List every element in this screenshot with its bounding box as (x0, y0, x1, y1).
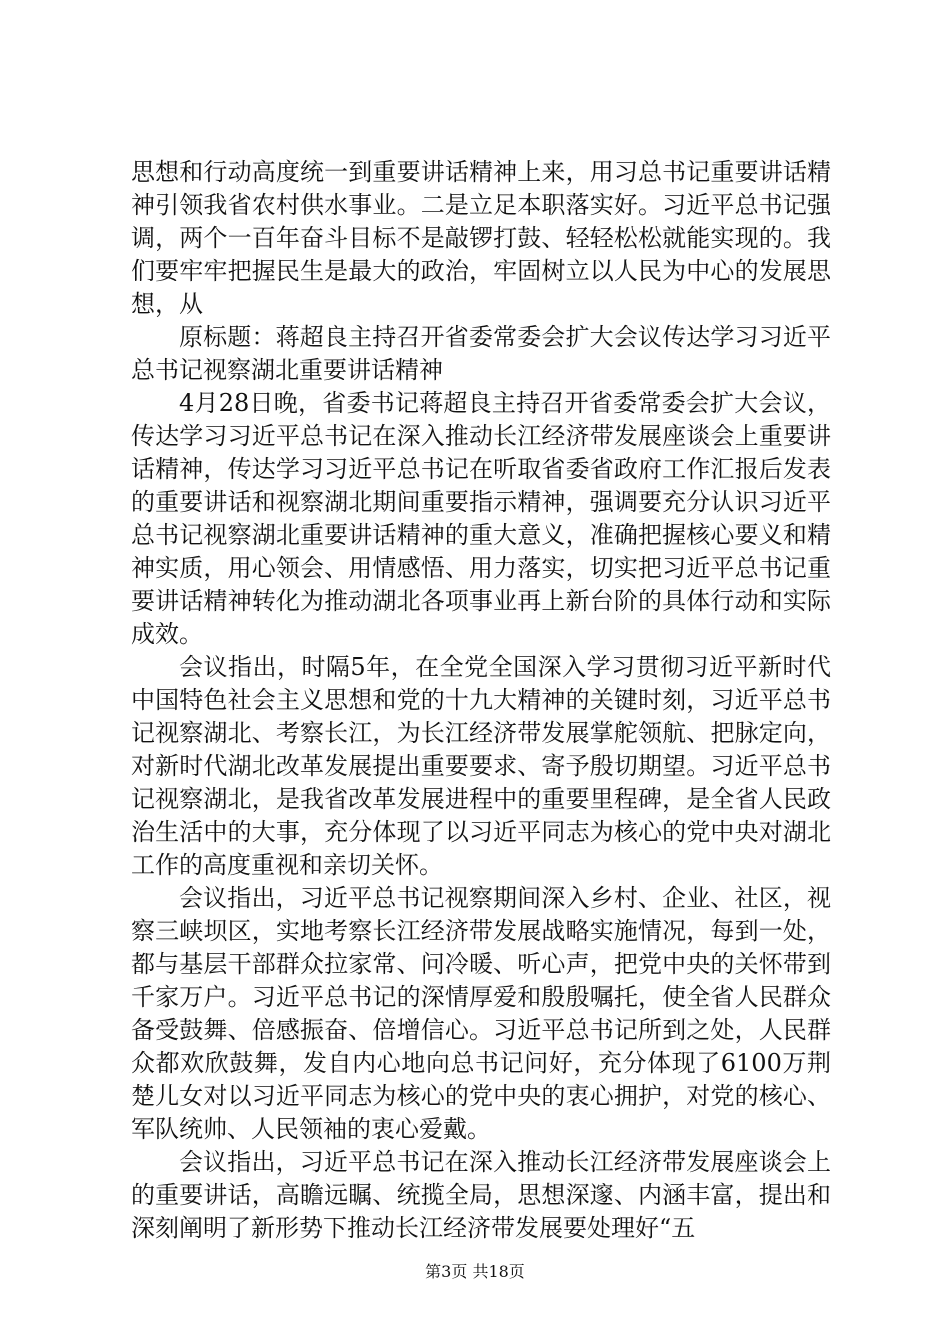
paragraph-meeting-point-2: 会议指出，习近平总书记视察期间深入乡村、企业、社区，视察三峡坝区，实地考察长江经济带发展战略实施情况，每到一处，都与基层干部群众拉家常、问冷暖、听心声，把党中央的关怀带到千家万户。习近平总书记的深情厚爱和殷殷嘱托，使全省人民群众备受鼓舞、倍感振奋、倍增信心。习近平总书记所到之处，人民群众都欢欣鼓舞，发自内心地向总书记问好，充分体现了6100万荆楚儿女对以习近平同志为核心的党中央的衷心拥护，对党的核心、军队统帅、人民领袖的衷心爱戴。 (131, 884, 831, 1143)
paragraph-meeting-point-1: 会议指出，时隔5年，在全党全国深入学习贯彻习近平新时代中国特色社会主义思想和党的十九大精神的关键时刻，习近平总书记视察湖北、考察长江，为长江经济带发展掌舵领航、把脉定向，对新时代湖北改革发展提出重要要求、寄予殷切期望。习近平总书记视察湖北，是我省改革发展进程中的重要里程碑，是全省人民政治生活中的大事，充分体现了以习近平同志为核心的党中央对湖北工作的高度重视和亲切关怀。 (131, 653, 831, 879)
paragraph-continuation: 思想和行动高度统一到重要讲话精神上来，用习总书记重要讲话精神引领我省农村供水事业。二是立足本职落实好。习近平总书记强调，两个一百年奋斗目标不是敲锣打鼓、轻轻松松就能实现的。我们要牢牢把握民生是最大的政治，牢固树立以人民为中心的发展思想，从 (131, 158, 831, 318)
page-number-footer: 第3页 共18页 (425, 1262, 525, 1281)
paragraph-original-title: 原标题：蒋超良主持召开省委常委会扩大会议传达学习习近平总书记视察湖北重要讲话精神 (131, 323, 831, 384)
paragraph-meeting-intro: 4月28日晚，省委书记蒋超良主持召开省委常委会扩大会议，传达学习习近平总书记在深入推动长江经济带发展座谈会上重要讲话精神，传达学习习近平总书记在听取省委省政府工作汇报后发表的重要讲话和视察湖北期间重要指示精神，强调要充分认识习近平总书记视察湖北重要讲话精神的重大意义，准确把握核心要义和精神实质，用心领会、用情感悟、用力落实，切实把习近平总书记重要讲话精神转化为推动湖北各项事业再上新台阶的具体行动和实际成效。 (131, 389, 831, 648)
document-body (131, 156, 831, 1245)
paragraph-meeting-point-3: 会议指出，习近平总书记在深入推动长江经济带发展座谈会上的重要讲话，高瞻远瞩、统揽全局，思想深邃、内涵丰富，提出和深刻阐明了新形势下推动长江经济带发展要处理好“五 (131, 1148, 831, 1242)
